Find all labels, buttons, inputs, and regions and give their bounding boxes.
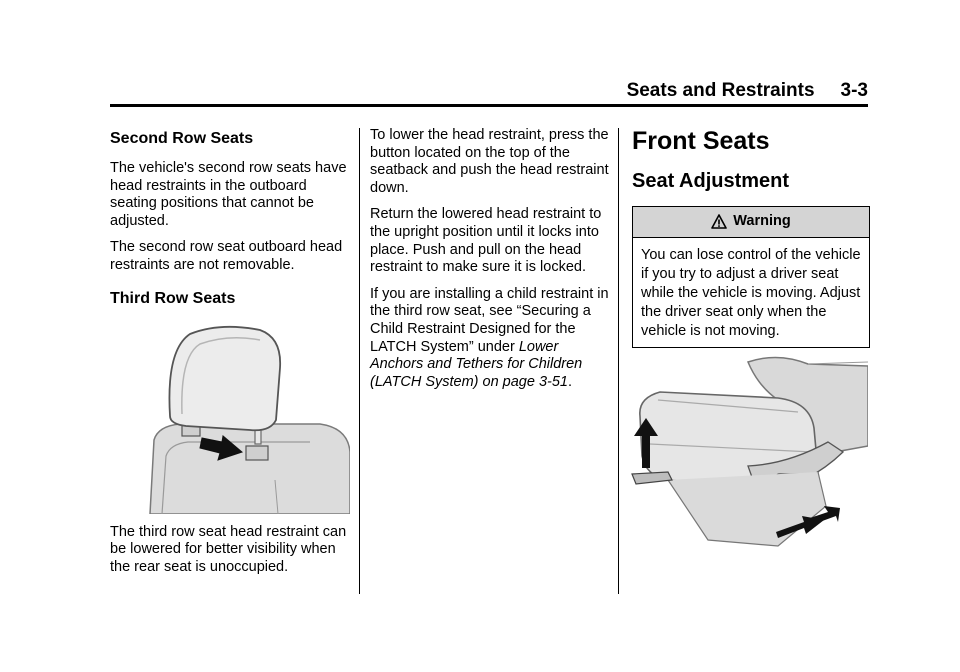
latch-reference-link[interactable]: Lower Anchors and Tethers for Children (LATCH System) on page 3-51 — [370, 338, 583, 390]
warning-icon — [711, 214, 727, 230]
headrest-illustration — [110, 320, 350, 514]
paragraph-lower-head-restraint: To lower the head restraint, press the button located on the top of the seatback and push the head restraint down. — [370, 127, 609, 196]
seat-adjustment-illustration — [628, 356, 868, 552]
header-rule — [110, 104, 868, 107]
paragraph-child-restraint-end: . — [567, 373, 573, 390]
header-page-number: 3-3 — [840, 80, 868, 101]
column-divider-1 — [359, 128, 360, 594]
warning-box — [632, 206, 870, 348]
warning-text: You can lose control of the vehicle if you try to adjust a driver seat while the vehicle is moving. Adjust the driver seat only when the vehicle is not moving. — [641, 247, 861, 339]
column-divider-2 — [618, 128, 619, 594]
column-3 — [632, 126, 872, 348]
paragraph-second-row-1: The vehicle's second row seats have head restraints in the outboard seating positions that cannot be adjusted. — [110, 160, 347, 229]
headrest-caption: The third row seat head restraint can be lowered for better visibility when the rear seat is unoccupied. — [110, 523, 347, 575]
header-text — [627, 80, 868, 102]
warning-header — [633, 207, 869, 238]
header-section-title: Seats and Restraints — [626, 80, 815, 101]
paragraph-child-restraint-text: If you are installing a child restraint in the third row seat, see “Securing a Child Restraint Designed for the LATCH System” under — [370, 285, 609, 355]
heading-second-row-seats: Second Row Seats — [110, 130, 254, 147]
paragraph-child-restraint — [370, 286, 610, 392]
running-header — [110, 80, 868, 104]
column-2 — [370, 127, 610, 400]
heading-front-seats: Front Seats — [632, 127, 770, 155]
warning-title: Warning — [733, 213, 791, 230]
heading-seat-adjustment: Seat Adjustment — [632, 170, 790, 192]
column-1 — [110, 127, 350, 585]
paragraph-return-head-restraint: Return the lowered head restraint to the upright position until it locks into place. Push and pull on the head restraint to make sure it is locked. — [370, 206, 602, 276]
heading-third-row-seats: Third Row Seats — [110, 289, 236, 307]
paragraph-second-row-2: The second row seat outboard head restraints are not removable. — [110, 239, 343, 273]
